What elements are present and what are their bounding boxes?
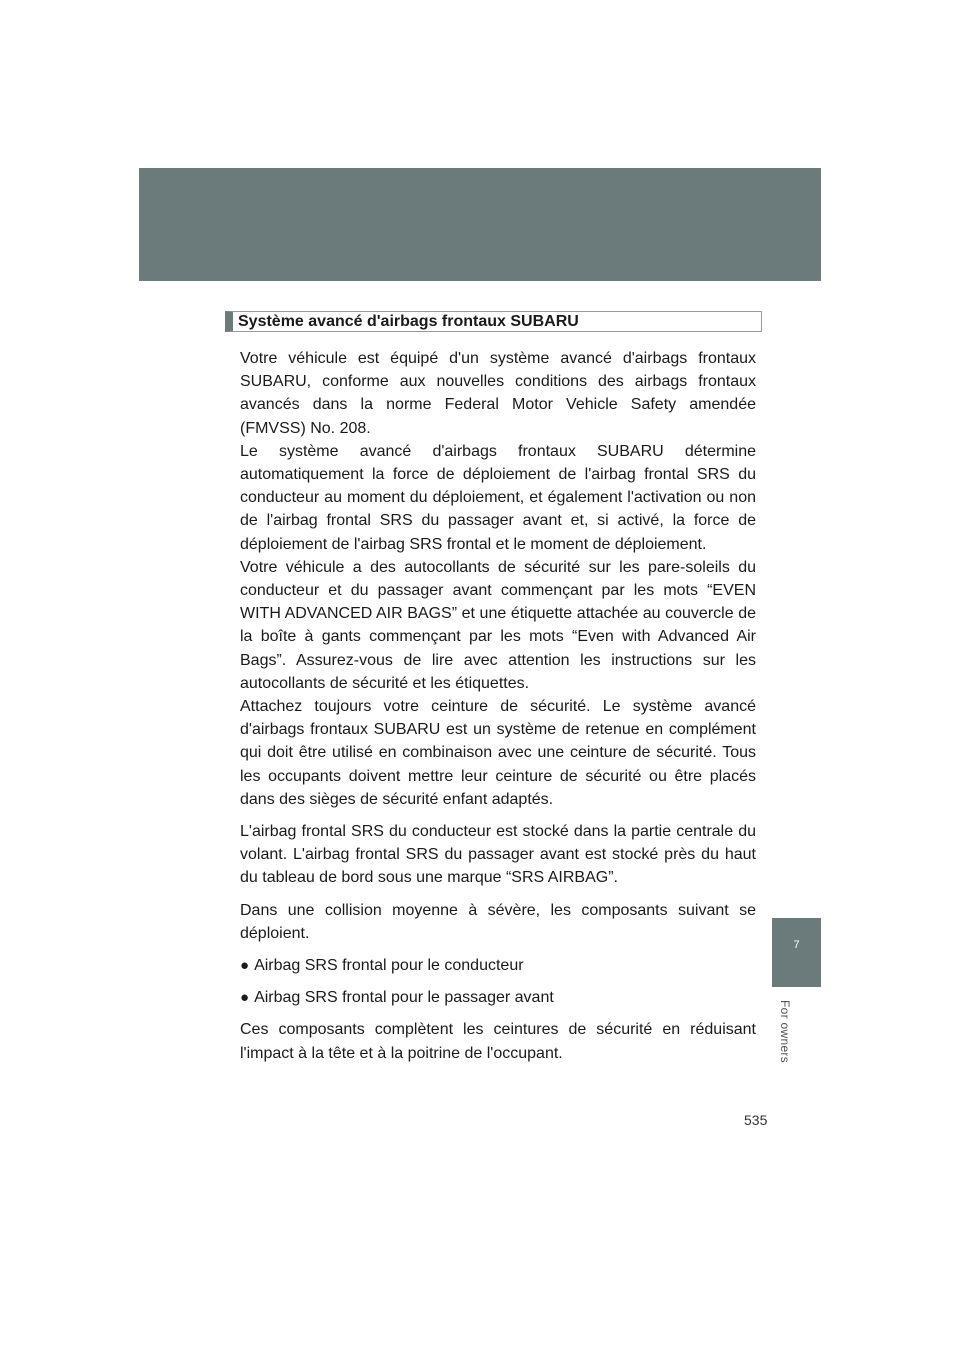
paragraph: Ces composants complètent les ceintures de sécurité en réduisant l'impact à la tête et à la poitrine de l'occupant. — [240, 1021, 756, 1062]
chapter-tab — [772, 918, 821, 987]
paragraph: Attachez toujours votre ceinture de sécurité. Le système avancé d'airbags frontaux SUBARU est un système de retenue en complément qui doit être utilisé en combinaison avec une ceinture de sécurité. Tous les occupants doivent mettre leur ceinture de sécurité ou être placés dans des sièges de sécurité enfant adaptés. — [240, 698, 756, 808]
section-heading — [225, 311, 762, 332]
bullet-dot-icon: ● — [240, 989, 250, 1007]
header-band — [139, 168, 821, 281]
chapter-label: For owners — [778, 1000, 792, 1064]
bullet-item — [240, 954, 756, 977]
paragraph: Le système avancé d'airbags frontaux SUBARU détermine automatiquement la force de déploiement de l'airbag frontal SRS du conducteur au moment du déploiement, et également l'activation ou non de l'airbag frontal SRS du passager avant et, si activé, la force de déploiement de l'airbag SRS frontal et le moment de déploiement. — [240, 442, 756, 553]
paragraph: Dans une collision moyenne à sévère, les composants suivant se déploient. — [240, 901, 756, 942]
section-heading-text: Système avancé d'airbags frontaux SUBARU — [238, 313, 579, 330]
paragraph: Votre véhicule est équipé d'un système avancé d'airbags frontaux SUBARU, conforme aux nouvelles conditions des airbags frontaux avancés dans la norme Federal Motor Vehicle Safety amendée (FMVSS) No. 208. — [240, 350, 756, 437]
paragraph: Votre véhicule a des autocollants de sécurité sur les pare-soleils du conducteur et du passager avant commençant par les mots “EVEN WITH ADVANCED AIR BAGS” et une étiquette attachée au couvercle de la boîte à gants commençant par les mots “Even with Advanced Air Bags”. Assurez-vous de lire avec attention les instructions sur les autocollants de sécurité et les étiquettes. — [240, 558, 756, 692]
bullet-text: Airbag SRS frontal pour le conducteur — [254, 957, 524, 975]
bullet-dot-icon: ● — [240, 957, 250, 975]
chapter-number: 7 — [793, 939, 800, 951]
bullet-text: Airbag SRS frontal pour le passager avant — [254, 989, 554, 1007]
paragraph: L'airbag frontal SRS du conducteur est stocké dans la partie centrale du volant. L'airbag frontal SRS du passager avant est stocké près du haut du tableau de bord sous une marque “SRS AIRBAG”. — [240, 823, 756, 887]
page-number: 535 — [744, 1112, 768, 1128]
bullet-item — [240, 986, 756, 1009]
body-content — [240, 347, 756, 1074]
